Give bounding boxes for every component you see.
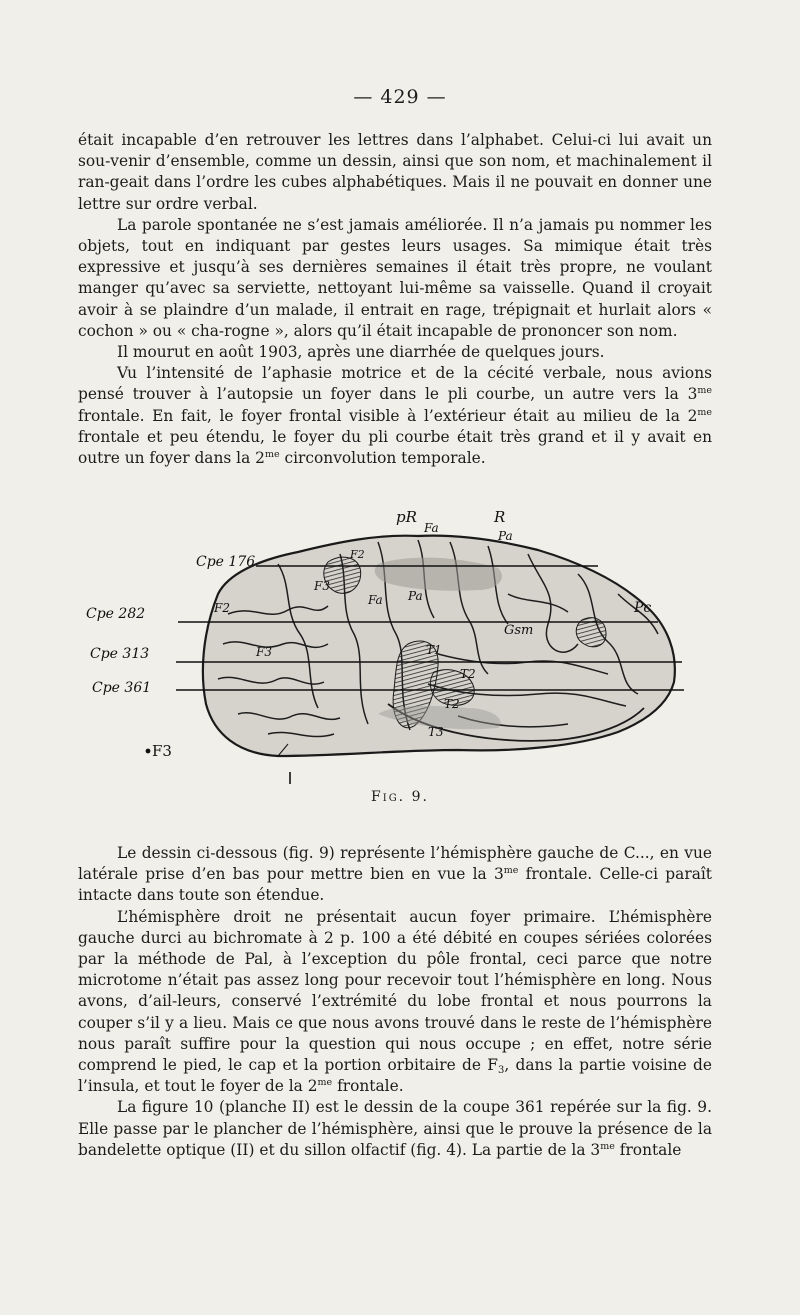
text-run: frontale et peu étendu, le foyer du pli courbe était très grand et il y avait en outre un foyer dans la 2 xyxy=(78,427,712,468)
label-T2-b: T2 xyxy=(444,697,460,711)
label-R: R xyxy=(494,508,506,526)
paragraph xyxy=(78,130,712,215)
text-run: était incapable d’en retrouver les lettres dans l’alphabet. Celui-ci lui avait un sou-venir d’ensemble, comme un dessin, ainsi que son nom, et machinalement il ran-geait dans l’ordre les cubes alphabétiques. Mais il ne pouvait en donner une lettre sur ordre verbal. xyxy=(78,131,712,213)
text-run: me xyxy=(264,449,280,461)
body-text-bottom xyxy=(78,843,712,1161)
label-Gsm: Gsm xyxy=(504,623,534,638)
label-section-313: Cpe 313 xyxy=(90,646,150,662)
text-run: L’hémisphère droit ne présentait aucun foyer primaire. L’hémisphère gauche durci au bichromate à 2 p. 100 a été débité en coupes sériées colorées par la méthode de Pal, à l’exception du pôle frontal, ceci parce que notre microtome n’était pas assez long pour recevoir tout l’hémisphère en long. Nous avons, d’ail-leurs, conservé l’extrémité du lobe frontal et nous pourrons la couper s’il y a lieu. Mais ce que nous avons trouvé dans le reste de l’hémisphère nous paraît suffire pour la question qui nous occupe ; en effet, notre série comprend le pied, le cap et la portion orbitaire de F xyxy=(78,907,712,1075)
text-run: frontale xyxy=(614,1140,682,1159)
text-run: frontale. xyxy=(332,1077,404,1096)
text-run: Le dessin ci-dessous (fig. 9) représente l’hémisphère gauche de C..., en vue latérale prise d’en bas pour mettre bien en vue la 3 xyxy=(78,844,712,884)
brain-hemisphere-drawing xyxy=(78,494,718,784)
label-F2-left: F2 xyxy=(214,601,230,615)
label-Pc: Pc xyxy=(634,600,652,616)
text-run: me xyxy=(503,865,519,877)
text-run: La figure 10 (planche II) est le dessin de la coupe 361 repérée sur la fig. 9. Elle passe par le plancher de l’hémisphère, ainsi que le prouve la présence de la bandelette optique (II) et du sillon olfactif (fig. 4). La partie de la 3 xyxy=(78,1098,712,1159)
label-Pa-mid: Pa xyxy=(408,589,423,603)
figure-caption: Fig. 9. xyxy=(371,789,429,805)
label-F2-top: F2 xyxy=(350,548,365,561)
text-run: me xyxy=(697,385,712,397)
body-text-top xyxy=(78,130,712,469)
margin-dot xyxy=(146,749,151,754)
label-F3-upper: F3 xyxy=(314,579,330,593)
page-number: — 429 — xyxy=(353,86,447,108)
label-T3: T3 xyxy=(428,725,444,739)
figure-9-brain-drawing xyxy=(78,494,718,784)
label-T1: T1 xyxy=(426,643,442,657)
label-F3-margin: F3 xyxy=(152,742,172,760)
text-run: , dans la partie voisine de l’insula, et tout le foyer de la 2 xyxy=(78,1056,712,1096)
text-run: La parole spontanée ne s’est jamais améliorée. Il n’a jamais pu nommer les objets, tout en indiquant par gestes leurs usages. Sa mimique était très expressive et jusqu’à ses dernières semaines il était très propre, ne voulant manger qu’avec sa serviette, nettoyant lui-même sa vaisselle. Quand il croyait avoir à se plaindre d’un malade, il entrait en rage, trépignait et hurlait alors « cochon » ou « cha-rogne », alors qu’il était incapable de prononcer son nom. xyxy=(78,215,712,340)
paragraph xyxy=(78,843,712,907)
label-section-282: Cpe 282 xyxy=(86,606,146,622)
text-run: frontale. En fait, le foyer frontal visible à l’extérieur était au milieu de la 2 xyxy=(78,406,698,425)
text-run: me xyxy=(697,406,712,418)
label-T2-a: T2 xyxy=(460,667,476,681)
label-Pa-top: Pa xyxy=(498,529,513,543)
label-Fa-mid: Fa xyxy=(368,593,383,607)
label-section-176: Cpe 176 xyxy=(196,554,256,570)
label-F3-lower: F3 xyxy=(256,645,272,659)
text-run: Il mourut en août 1903, après une diarrhée de quelques jours. xyxy=(117,343,605,362)
label-section-361: Cpe 361 xyxy=(92,680,152,696)
paragraph xyxy=(78,1097,712,1161)
paragraph xyxy=(78,363,712,469)
text-run: frontale. Celle-ci paraît intacte dans toute son étendue. xyxy=(78,865,712,905)
paragraph xyxy=(78,215,712,342)
text-run: me xyxy=(317,1077,333,1089)
text-run: me xyxy=(600,1140,615,1152)
text-run: Vu l’intensité de l’aphasie motrice et de la cécité verbale, nous avions pensé trouver à l’autopsie un foyer dans le pli courbe, un autre vers la 3 xyxy=(78,364,712,404)
paragraph xyxy=(78,342,712,363)
text-run: circonvolution temporale. xyxy=(279,449,486,468)
label-pR: pR xyxy=(396,508,417,526)
paragraph xyxy=(78,907,712,1098)
text-run: 3 xyxy=(497,1065,505,1077)
label-Fa-top: Fa xyxy=(424,521,439,535)
